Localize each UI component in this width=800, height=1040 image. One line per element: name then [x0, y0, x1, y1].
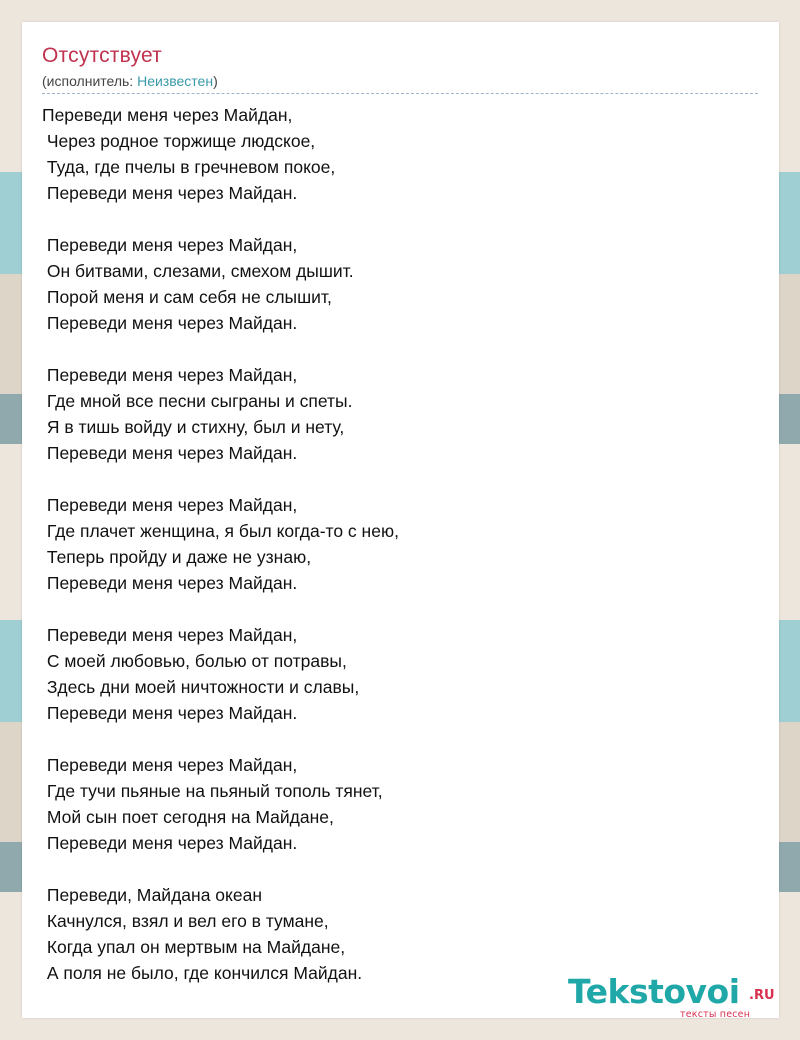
lyric-line: Через родное торжище людское,: [42, 131, 316, 151]
lyric-line: Переведи меня через Майдан,: [42, 365, 298, 385]
site-logo[interactable]: [568, 972, 778, 1022]
lyric-line: Здесь дни моей ничтожности и славы,: [42, 677, 360, 697]
lyric-line: Переведи меня через Майдан,: [42, 625, 298, 645]
lyric-line: Переведи меня через Майдан.: [42, 313, 298, 333]
lyric-line: Он битвами, слезами, смехом дышит.: [42, 261, 354, 281]
artist-link[interactable]: Неизвестен: [137, 73, 214, 89]
lyrics-text: [42, 102, 758, 986]
lyric-line: Переведи меня через Майдан,: [42, 755, 298, 775]
logo-tld: .RU: [749, 988, 775, 1003]
artist-line: [42, 73, 218, 89]
lyric-line: [42, 336, 758, 362]
lyric-line: Мой сын поет сегодня на Майдане,: [42, 807, 334, 827]
lyric-line: Где тучи пьяные на пьяный тополь тянет,: [42, 781, 383, 801]
lyric-line: Где мной все песни сыграны и спеты.: [42, 391, 353, 411]
logo-wordmark: Tekstovoi: [568, 972, 740, 1011]
lyric-line: [42, 466, 758, 492]
lyric-line: Переведи меня через Майдан.: [42, 443, 298, 463]
lyric-line: Теперь пройду и даже не узнаю,: [42, 547, 312, 567]
artist-prefix: (исполнитель:: [42, 73, 138, 89]
lyric-line: Переведи меня через Майдан,: [42, 495, 298, 515]
lyric-line: [42, 206, 758, 232]
lyric-line: [42, 856, 758, 882]
lyric-line: Переведи меня через Майдан,: [42, 235, 298, 255]
lyric-line: Переведи, Майдана океан: [42, 885, 262, 905]
logo-tagline: тексты песен: [680, 1009, 751, 1020]
lyric-line: Я в тишь войду и стихну, был и нету,: [42, 417, 345, 437]
lyric-line: Переведи меня через Майдан.: [42, 833, 298, 853]
lyric-line: А поля не было, где кончился Майдан.: [42, 963, 363, 983]
lyric-line: Переведи меня через Майдан,: [42, 105, 293, 125]
lyric-line: Переведи меня через Майдан.: [42, 573, 298, 593]
lyric-line: [42, 596, 758, 622]
lyric-line: Туда, где пчелы в гречневом покое,: [42, 157, 336, 177]
lyric-line: Порой меня и сам себя не слышит,: [42, 287, 332, 307]
song-title: Отсутствует: [42, 44, 162, 67]
lyrics-card: [22, 22, 779, 1018]
lyric-line: Когда упал он мертвым на Майдане,: [42, 937, 346, 957]
lyric-line: [42, 726, 758, 752]
divider: [42, 93, 758, 94]
lyric-line: Переведи меня через Майдан.: [42, 703, 298, 723]
lyric-line: С моей любовью, болью от потравы,: [42, 651, 347, 671]
lyric-line: Переведи меня через Майдан.: [42, 183, 298, 203]
lyric-line: Качнулся, взял и вел его в тумане,: [42, 911, 329, 931]
lyric-line: Где плачет женщина, я был когда-то с нею,: [42, 521, 399, 541]
artist-suffix: ): [213, 73, 218, 89]
